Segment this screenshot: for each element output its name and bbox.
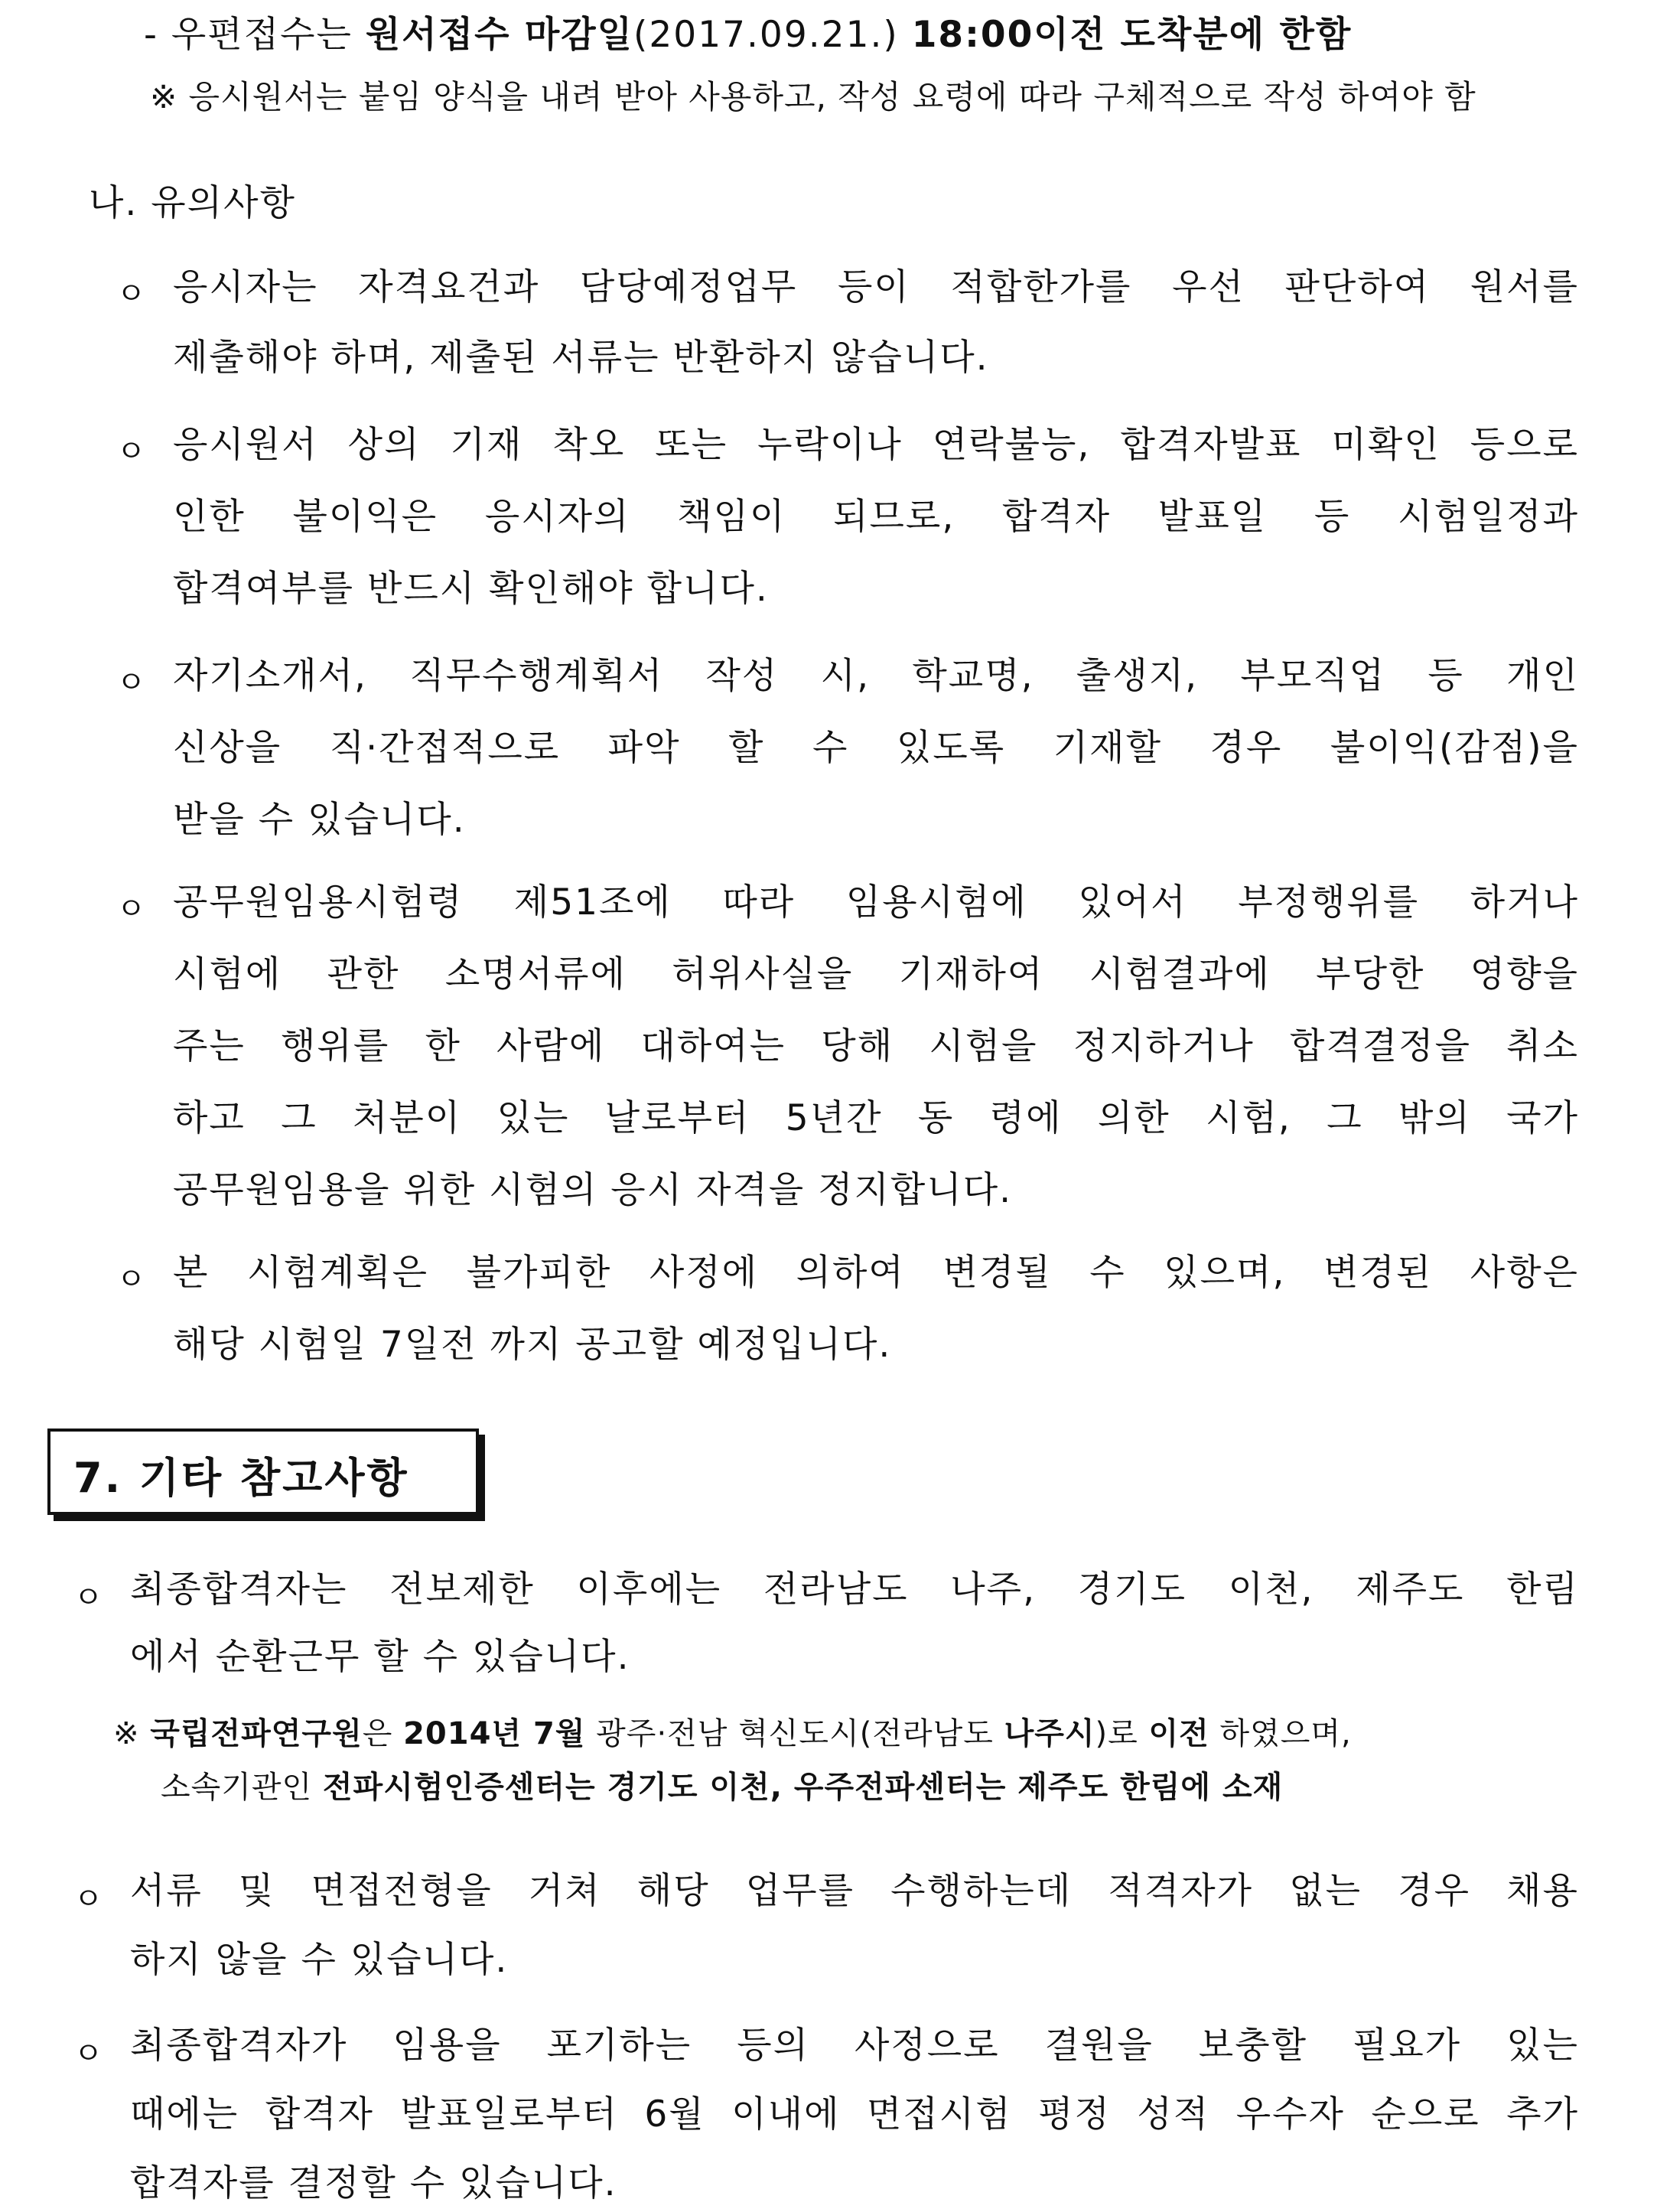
bullet-icon: ㅇ [116, 1262, 146, 1297]
na-item3-line3: 받을 수 있습니다. [173, 799, 466, 841]
application-form-note: ※ 응시원서는 붙임 양식을 내려 받아 사용하고, 작성 요령에 따라 구체적으로 작성 하여야 함 [150, 78, 1476, 116]
institute-relocation-note: ※ 국립전파연구원은 2014년 7월 광주·전남 혁신도시(전라남도 나주시)로 이전 하였으며, [113, 1716, 1352, 1751]
bullet-icon: ㅇ [116, 276, 146, 311]
s7-item1-line1: 최종합격자는 전보제한 이후에는 전라남도 나주, 경기도 이천, 제주도 한림 [130, 1569, 1579, 1611]
s7-item3-line2: 때에는 합격자 발표일로부터 6월 이내에 면접시험 평정 성적 우수자 순으로 추가 [130, 2093, 1579, 2135]
na-item1-line1: 응시자는 자격요건과 담당예정업무 등이 적합한가를 우선 판단하여 원서를 [173, 266, 1579, 308]
affiliated-agencies-note: 소속기관인 전파시험인증센터는 경기도 이천, 우주전파센터는 제주도 한림에 소재 [161, 1770, 1284, 1805]
bullet-icon: ㅇ [116, 434, 146, 469]
bullet-icon: ㅇ [73, 1881, 103, 1917]
na-item3-line2: 신상을 직·간접적으로 파악 할 수 있도록 기재할 경우 불이익(감점)을 [173, 727, 1579, 769]
s7-item3-line1: 최종합격자가 임용을 포기하는 등의 사정으로 결원을 보충할 필요가 있는 [130, 2025, 1579, 2067]
na-item5-line2: 해당 시험일 7일전 까지 공고할 예정입니다. [173, 1324, 892, 1366]
na-item4-line5: 공무원임용을 위한 시험의 응시 자격을 정지합니다. [173, 1169, 1013, 1211]
bullet-icon: ㅇ [116, 891, 146, 927]
na-item4-line2: 시험에 관한 소명서류에 허위사실을 기재하여 시험결과에 부당한 영향을 [173, 953, 1579, 995]
section7-title-box [47, 1429, 479, 1515]
s7-item2-line2: 하지 않을 수 있습니다. [130, 1939, 509, 1981]
na-item3-line1: 자기소개서, 직무수행계획서 작성 시, 학교명, 출생지, 부모직업 등 개인 [173, 655, 1579, 697]
na-item2-line2: 인한 불이익은 응시자의 책임이 되므로, 합격자 발표일 등 시험일정과 [173, 496, 1579, 538]
s7-item1-line2: 에서 순환근무 할 수 있습니다. [130, 1636, 630, 1678]
bullet-icon: ㅇ [73, 2036, 103, 2071]
section7-title: 7. 기타 참고사항 [73, 1454, 409, 1502]
s7-item3-line3: 합격자를 결정할 수 있습니다. [130, 2162, 617, 2204]
na-item5-line1: 본 시험계획은 불가피한 사정에 의하여 변경될 수 있으며, 변경된 사항은 [173, 1252, 1579, 1294]
na-item2-line3: 합격여부를 반드시 확인해야 합니다. [173, 568, 769, 610]
s7-item2-line1: 서류 및 면접전형을 거쳐 해당 업무를 수행하는데 적격자가 없는 경우 채용 [130, 1870, 1579, 1912]
mail-receipt-line: - 우편접수는 원서접수 마감일(2017.09.21.) 18:00이전 도착분에 한함 [144, 14, 1353, 56]
na-item4-line3: 주는 행위를 한 사람에 대하여는 당해 시험을 정지하거나 합격결정을 취소 [173, 1025, 1579, 1067]
na-item1-line2: 제출해야 하며, 제출된 서류는 반환하지 않습니다. [173, 337, 989, 379]
na-item4-line1: 공무원임용시험령 제51조에 따라 임용시험에 있어서 부정행위를 하거나 [173, 881, 1579, 924]
bullet-icon: ㅇ [116, 665, 146, 700]
na-item4-line4: 하고 그 처분이 있는 날로부터 5년간 동 령에 의한 시험, 그 밖의 국가 [173, 1097, 1579, 1139]
bullet-icon: ㅇ [73, 1580, 103, 1615]
na-item2-line1: 응시원서 상의 기재 착오 또는 누락이나 연락불능, 합격자발표 미확인 등으로 [173, 424, 1579, 466]
section-na-heading: 나. 유의사항 [89, 182, 296, 224]
